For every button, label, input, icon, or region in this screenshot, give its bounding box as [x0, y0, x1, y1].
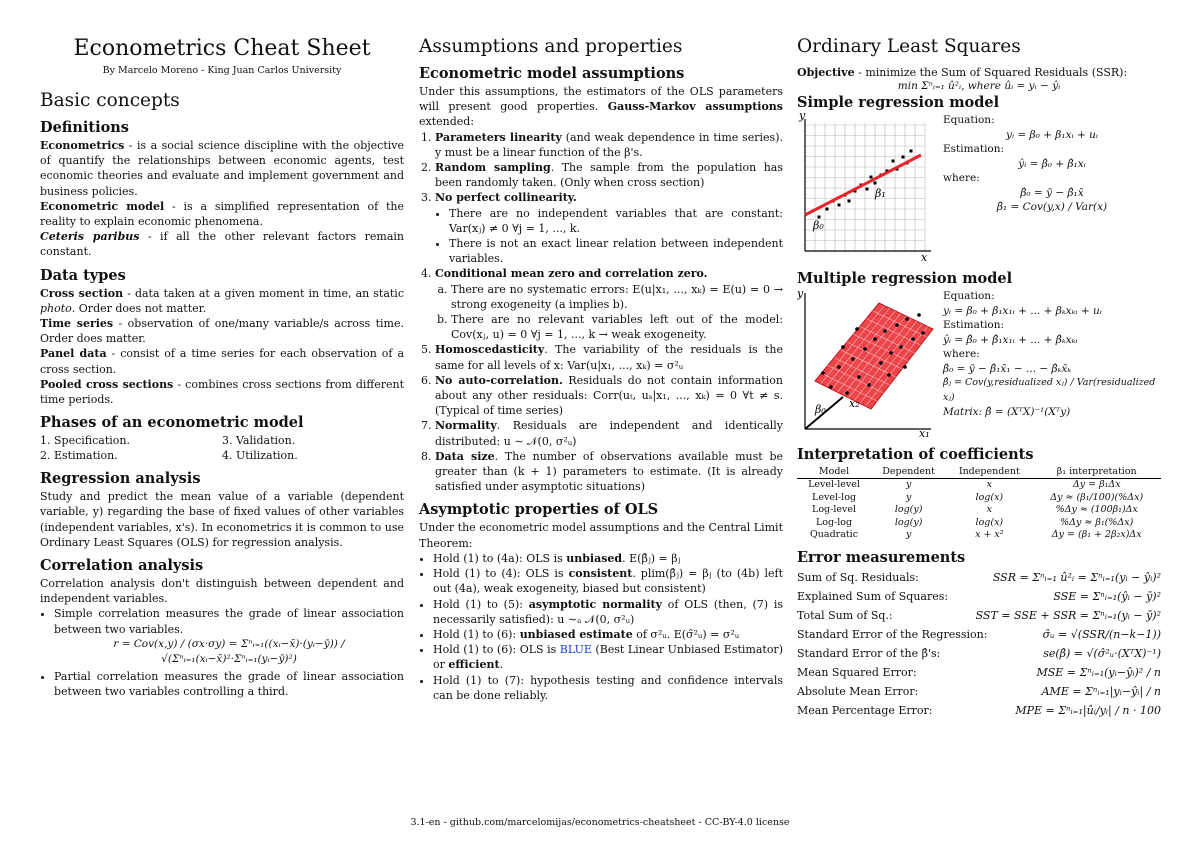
data-point: [873, 337, 877, 341]
table-row: [797, 517, 1161, 530]
list-item: • Hold (1) to (4): OLS is consistent. plim(β̂ⱼ) = βⱼ (to (4b) left out (4a), weak exogeneity, biased but consistent): [433, 566, 783, 596]
phase-item: 2. Estimation.: [40, 449, 118, 463]
heading-phases: Phases of an econometric model: [40, 414, 304, 432]
heading-asymptotic: Asymptotic properties of OLS: [419, 501, 659, 519]
matrix-formula: Matrix: β̂ = (XᵀX)⁻¹(Xᵀy): [943, 406, 1071, 419]
list-item: 4. Conditional mean zero and correlation zero. a. There are no systematic errors: E(u|x₁, ..., xₖ) = E(u) = 0 → strong exogeneity (a implies b). b. There are no relevant variables left out of the model: Cov(xⱼ, u) = 0 ∀j = 1, ..., k → weak exogeneity.: [435, 266, 783, 342]
phase-item: 1. Specification.: [40, 434, 130, 448]
correlation-text: Correlation analysis don't distinguish between dependent and independent variables.: [40, 577, 404, 606]
list-item: 6. No auto-correlation. Residuals do not contain information about any other residuals: Corr(uₜ, uₛ|x₁, ..., xₖ) = 0 ∀t ≠ s. (Typical of time series): [435, 373, 783, 419]
table-cell: %Δy ≈ (100β₁)Δx: [1055, 504, 1138, 516]
estimation: ŷᵢ = β̂₀ + β̂₁x₁ᵢ + ... + β̂ₖxₖᵢ: [943, 333, 1078, 346]
beta0-formula: β̂₀ = ȳ − β̂₁x̄₁ − ... − β̂ₖx̄ₖ: [943, 362, 1072, 375]
byline: By Marcelo Moreno - King Juan Carlos University: [102, 65, 342, 76]
table-cell: log(x): [975, 516, 1004, 528]
error-label: Mean Percentage Error:: [797, 703, 933, 717]
error-row: [797, 701, 1161, 720]
error-formula: MSE = Σⁿᵢ₌₁(yᵢ−ŷᵢ)² / n: [1036, 665, 1161, 679]
def-econometrics: Econometrics - is a social science discipline with the objective of quantify the relationships between economic agents, test economic theories and evaluate and implement government and business policies.: [40, 139, 404, 198]
table-cell: y: [905, 479, 912, 491]
list-item: • Partial correlation measures the grade of linear association between two variables controlling a third.: [54, 669, 404, 699]
estimation-label: Estimation:: [943, 143, 1005, 156]
regression-text: Study and predict the mean value of a variable (dependent variable, y) regarding the base of fixed values of other variables (independent variables, x's). In econometrics it is common to use Ordinary Least Squares (OLS) for regression analysis.: [40, 490, 404, 549]
x1-axis-label: x₁: [919, 427, 930, 440]
simple-equations: [943, 113, 1161, 263]
data-point: [892, 160, 895, 163]
data-point: [917, 313, 921, 317]
phase-item: 4. Utilization.: [222, 449, 298, 463]
list-item: • There are no independent variables that are constant: Var(xⱼ) ≠ 0 ∀j = 1, ..., k.: [449, 206, 783, 236]
data-point: [879, 361, 883, 365]
data-point: [851, 357, 855, 361]
list-item: b. There are no relevant variables left out of the model: Cov(xⱼ, u) = 0 ∀j = 1, ..., k → weak exogeneity.: [451, 312, 783, 342]
document-title: Econometrics Cheat Sheet: [73, 36, 371, 61]
heading-correlation: Correlation analysis: [40, 557, 204, 575]
error-formula: σ̂ᵤ = √(SSR/(n−k−1)): [1042, 627, 1161, 641]
multiple-regression-row: [797, 289, 1161, 439]
regression-line: [805, 155, 921, 215]
error-row: [797, 568, 1161, 587]
table-header: Dependent: [871, 465, 946, 479]
asymptotic-intro: Under the econometric model assumptions and the Central Limit Theorem:: [419, 521, 783, 550]
error-label: Standard Error of the Regression:: [797, 627, 988, 641]
def-econometric-model: Econometric model - is a simplified representation of the reality to explain economic phenomena.: [40, 199, 404, 229]
table-row: [797, 479, 1161, 492]
data-point: [838, 204, 841, 207]
section-assumptions: Assumptions and properties: [419, 36, 683, 57]
x2-axis-label: x₂: [849, 397, 860, 411]
table-cell: y: [905, 491, 912, 503]
y-axis-label: y: [799, 113, 806, 123]
list-item: 3. No perfect collinearity. • There are no independent variables that are constant: Var(xⱼ) ≠ 0 ∀j = 1, ..., k. • There is not an exact linear relation between independent variables.: [435, 190, 783, 266]
column-3: [797, 36, 1161, 720]
estimation-label: Estimation:: [943, 319, 1005, 332]
x-axis-label: x: [921, 251, 928, 264]
data-point: [829, 385, 833, 389]
error-label: Total Sum of Sq.:: [797, 608, 893, 622]
table-header: Independent: [946, 465, 1032, 479]
asymptotic-list: [419, 551, 783, 703]
equation: yᵢ = β₀ + β₁x₁ᵢ + ... + βₖxₖᵢ + uᵢ: [943, 304, 1102, 317]
table-row: [797, 504, 1161, 517]
where-label: where:: [943, 348, 980, 361]
section-basic-concepts: Basic concepts: [40, 90, 180, 111]
table-cell: Quadratic: [810, 529, 859, 541]
error-label: Mean Squared Error:: [797, 665, 917, 679]
footer: 3.1-en - github.com/marcelomijas/econometrics-cheatsheet - CC-BY-4.0 license: [410, 817, 790, 828]
dt-time-series: Time series - observation of one/many variable/s across time. Order does matter.: [40, 317, 404, 346]
multiple-regression-plot: [797, 289, 937, 439]
table-row: [797, 529, 1161, 542]
data-point: [855, 327, 859, 331]
data-point: [845, 391, 849, 395]
error-label: Explained Sum of Squares:: [797, 589, 949, 603]
equation: yᵢ = β₀ + β₁xᵢ + uᵢ: [1006, 128, 1098, 141]
data-point: [889, 351, 893, 355]
data-point: [895, 323, 899, 327]
data-point: [867, 383, 871, 387]
column-1: [40, 36, 404, 700]
error-row: [797, 606, 1161, 625]
table-cell: Log-level: [812, 504, 857, 516]
data-point: [841, 345, 845, 349]
data-point: [870, 176, 873, 179]
assumptions-intro: Under this assumptions, the estimators of the OLS parameters will present good properties. Gauss-Markov assumptions extended:: [419, 85, 783, 129]
list-item: • Simple correlation measures the grade of linear association between two variables. r = Cov(x,y) / (σx·σy) = Σⁿᵢ₌₁((xᵢ−x̄)·(yᵢ−ȳ)) / √(Σⁿᵢ₌₁(xᵢ−x̄)²·Σⁿᵢ₌₁(yᵢ−ȳ)²): [54, 606, 404, 667]
error-row: [797, 644, 1161, 663]
table-cell: y: [905, 529, 912, 541]
error-row: [797, 625, 1161, 644]
correlation-list: [40, 606, 404, 699]
dt-pooled: Pooled cross sections - combines cross sections from different time periods.: [40, 377, 405, 407]
heading-data-types: Data types: [40, 266, 126, 284]
data-point: [905, 317, 909, 321]
where-label: where:: [943, 172, 980, 185]
error-formula: se(β̂) = √(σ̂²ᵤ·(XᵀX)⁻¹): [1043, 646, 1161, 660]
beta0-formula: β̂₀ = ȳ − β̂₁x̄: [1020, 186, 1084, 199]
error-formula: MPE = Σⁿᵢ₌₁|ûᵢ/yᵢ| / n · 100: [1015, 703, 1161, 717]
list-item: • Hold (1) to (7): hypothesis testing and confidence intervals can be done reliably.: [433, 673, 783, 703]
table-cell: log(y): [894, 516, 923, 528]
error-formula: SSE = Σⁿᵢ₌₁(ŷᵢ − ȳ)²: [1053, 589, 1161, 603]
table-header: Model: [797, 465, 871, 479]
data-point: [857, 375, 861, 379]
table-cell: Level-level: [808, 479, 860, 491]
list-item: • Hold (1) to (6): unbiased estimate of σ²ᵤ. E(σ̂²ᵤ) = σ²ᵤ: [433, 627, 783, 642]
heading-simple-regression: Simple regression model: [797, 94, 1000, 112]
simple-regression-plot: [797, 113, 937, 263]
error-label: Absolute Mean Error:: [797, 684, 919, 698]
list-item: • Hold (1) to (6): OLS is BLUE (Best Linear Unbiased Estimator) or efficient.: [433, 642, 783, 672]
data-point: [921, 331, 925, 335]
equation-label: Equation:: [943, 290, 995, 303]
error-row: [797, 663, 1161, 682]
table-cell: x + x²: [975, 529, 1004, 541]
table-row: [797, 492, 1161, 505]
heading-multiple-regression: Multiple regression model: [797, 270, 1013, 288]
data-point: [902, 156, 905, 159]
error-row: [797, 587, 1161, 606]
data-point: [826, 208, 829, 211]
table-cell: %Δy ≈ β₁(%Δx): [1060, 516, 1134, 528]
data-point: [899, 345, 903, 349]
correlation-formula: r = Cov(x,y) / (σx·σy) = Σⁿᵢ₌₁((xᵢ−x̄)·(yᵢ−ȳ)) / √(Σⁿᵢ₌₁(xᵢ−x̄)²·Σⁿᵢ₌₁(yᵢ−ȳ)²): [113, 637, 345, 666]
interpretation-table: [797, 465, 1161, 542]
heading-definitions: Definitions: [40, 119, 129, 136]
list-item: 2. Random sampling. The sample from the population has been randomly taken. (Only when cross section): [435, 160, 783, 190]
data-point: [887, 373, 891, 377]
ols-objective-formula: min Σⁿᵢ₌₁ û²ᵢ, where ûᵢ = yᵢ − ŷᵢ: [897, 80, 1061, 93]
list-item: • There is not an exact linear relation between independent variables.: [449, 236, 783, 266]
list-item: 7. Normality. Residuals are independent and identically distributed: u ∼ 𝒩(0, σ²ᵤ): [435, 418, 783, 448]
data-point: [837, 365, 841, 369]
table-cell: Δy ≈ (β₁/100)(%Δx): [1050, 491, 1144, 503]
beta0-label: β₀: [815, 403, 826, 417]
data-point: [874, 182, 877, 185]
error-formula: SSR = Σⁿᵢ₌₁ û²ᵢ = Σⁿᵢ₌₁(yᵢ − ŷᵢ)²: [992, 570, 1161, 584]
table-cell: Δy = β₁Δx: [1072, 479, 1121, 491]
phases-list: [40, 433, 404, 463]
section-ols: Ordinary Least Squares: [797, 36, 1021, 57]
data-point: [903, 365, 907, 369]
table-cell: Δy = (β₁ + 2β₂x)Δx: [1051, 529, 1142, 541]
estimation: ŷᵢ = β̂₀ + β̂₁xᵢ: [1018, 157, 1086, 170]
error-row: [797, 682, 1161, 701]
beta1-formula: β̂₁ = Cov(y,x) / Var(x): [996, 201, 1108, 214]
list-item: • Hold (1) to (5): asymptotic normality of OLS (then, (7) is necessarily satisfied): u ∼ₐ 𝒩(0, σ²ᵤ): [433, 597, 783, 627]
dt-cross-section: Cross section - data taken at a given moment in time, an static photo. Order does not matter.: [40, 286, 404, 315]
heading-model-assumptions: Econometric model assumptions: [419, 65, 685, 82]
y-axis-label: y: [797, 289, 804, 301]
equation-label: Equation:: [943, 114, 995, 127]
table-header: β₁ interpretation: [1032, 465, 1161, 479]
list-item: • Hold (1) to (4a): OLS is unbiased. E(β̂ⱼ) = βⱼ: [433, 551, 783, 566]
error-formula: AME = Σⁿᵢ₌₁|yᵢ−ŷᵢ| / n: [1041, 684, 1161, 698]
table-cell: log(x): [975, 491, 1004, 503]
table-cell: log(y): [894, 504, 923, 516]
def-ceteris-paribus: Ceteris paribus - if all the other relevant factors remain constant.: [40, 230, 404, 259]
phase-item: 3. Validation.: [222, 434, 296, 448]
data-point: [883, 329, 887, 333]
table-cell: Level-log: [812, 491, 857, 503]
data-point: [911, 337, 915, 341]
data-point: [863, 347, 867, 351]
beta0-label: β₀: [813, 219, 824, 233]
error-label: Sum of Sq. Residuals:: [797, 570, 919, 584]
error-formula: SST = SSE + SSR = Σⁿᵢ₌₁(yᵢ − ȳ)²: [975, 608, 1161, 622]
dt-panel-data: Panel data - consist of a time series for each observation of a cross section.: [40, 347, 404, 376]
heading-interpretation: Interpretation of coefficients: [797, 446, 1034, 464]
error-label: Standard Error of the β̂'s:: [797, 646, 941, 660]
data-point: [848, 200, 851, 203]
multiple-equations: [943, 289, 1161, 439]
data-point: [821, 371, 825, 375]
heading-regression: Regression analysis: [40, 470, 201, 488]
list-item: a. There are no systematic errors: E(u|x₁, ..., xₖ) = E(u) = 0 → strong exogeneity (a implies b).: [451, 282, 783, 312]
list-item: 5. Homoscedasticity. The variability of the residuals is the same for all levels of x: Var(u|x₁, ..., xₖ) = σ²ᵤ: [435, 342, 783, 372]
table-cell: x: [986, 504, 993, 516]
heading-error-measurements: Error measurements: [797, 548, 966, 566]
ols-objective: Objective - minimize the Sum of Squared Residuals (SSR):: [797, 66, 1128, 79]
assumptions-list: [419, 130, 783, 495]
error-measurements-list: [797, 568, 1161, 720]
table-cell: x: [986, 479, 993, 491]
beta1-label: β₁: [875, 187, 886, 201]
table-cell: Log-log: [815, 516, 853, 528]
list-item: 1. Parameters linearity (and weak dependence in time series). y must be a linear function of the β's.: [435, 130, 783, 160]
data-point: [866, 188, 869, 191]
column-2: [419, 36, 783, 703]
list-item: 8. Data size. The number of observations available must be greater than (k + 1) parameters to estimate. (It is already satisfied under asymptotic situations): [435, 449, 783, 495]
betaj-formula: β̂ⱼ = Cov(y,residualized xⱼ) / Var(residualized xⱼ): [943, 377, 1156, 403]
simple-regression-row: [797, 113, 1161, 263]
data-point: [910, 150, 913, 153]
